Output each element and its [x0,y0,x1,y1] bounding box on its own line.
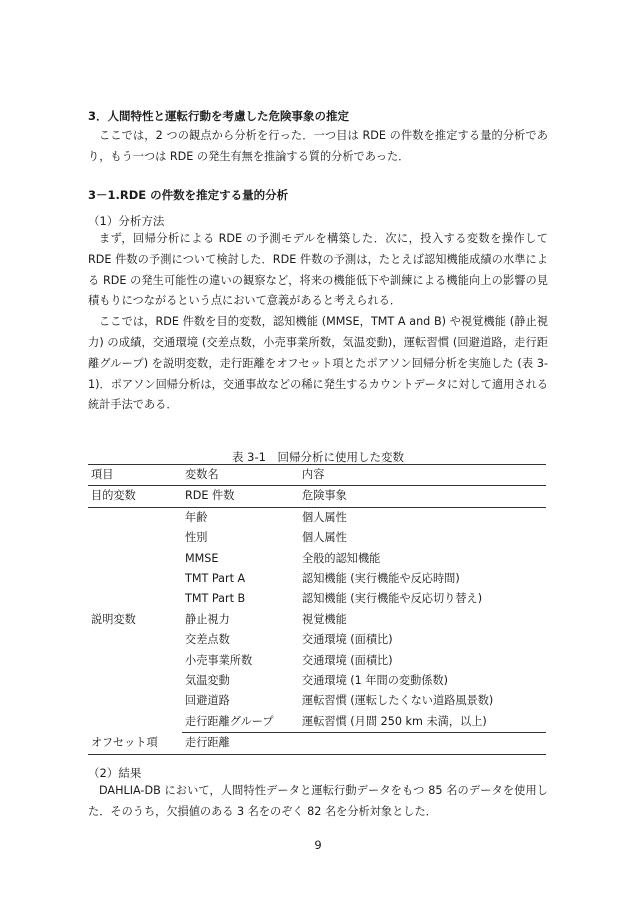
content-cell [299,733,546,754]
intro-paragraph: ここでは，2 つの観点から分析を行った．一つ目は RDE の件数を推定する量的分析であり，もう一つは RDE の発生有無を推論する質的分析であった． [88,129,548,163]
content-cell: 運転習慣 (運転したくない道路風景数) [302,694,494,708]
section-intro [88,126,548,168]
variable-cell: 性別 [185,531,208,545]
table-caption: 表 3-1 回帰分析に使用した変数 [232,450,404,464]
content-cell: 認知機能 (実行機能や反応時間) [302,572,460,586]
content-cell: 交通環境 (1 年間の変動係数) [302,674,449,688]
method-paragraph-2: ここでは，RDE 件数を目的変数，認知機能 (MMSE，TMT A and B) や視覚機能 (静止視力) の成績，交通環境 (交差点数，小売事業所数，気温変動)，運転習慣 (回避道路，走行距離グループ) を説明変数，走行距離をオフセット項とたポアソン回帰分析を実施した (表 3-1)．ポアソン回帰分析は，交通事故などの稀に発生するカウントデータに対して適用される統計手法である． [88,315,548,412]
content-cell: 交通環境 (面積比) [302,653,393,667]
variable-cell: TMT Part A [185,572,246,586]
header-cell: 内容 [299,465,546,486]
page-number: 9 [314,838,322,852]
category-cell: 説明変数 [91,613,136,627]
method-text [88,229,548,416]
content-cell: 運転習慣 (月間 250 km 未満，以上) [299,712,546,733]
table-header-row [88,465,546,486]
results-text [88,781,548,823]
variable-cell: 走行距離グループ [182,712,299,733]
subsection-heading: 3－1.RDE の件数を推定する量的分析 [88,188,289,202]
variable-cell: 回避道路 [185,694,230,708]
content-cell: 個人属性 [302,531,347,545]
table-row [88,507,546,528]
variable-cell: 交差点数 [185,633,230,647]
content-cell: 全般的認知機能 [302,551,381,565]
content-cell: 交通環境 (面積比) [302,633,393,647]
variables-table [88,464,546,755]
category-cell: オフセット項 [88,733,182,754]
table-row [88,486,546,507]
table-row [88,733,546,754]
content-cell: 個人属性 [302,510,347,524]
variable-cell: 静止視力 [185,612,230,626]
variable-cell: 小売事業所数 [185,653,253,667]
header-cell: 変数名 [182,465,299,486]
method-paragraph-1: まず，回帰分析による RDE の予測モデルを構築した．次に，投入する変数を操作して RDE 件数の予測について検討した．RDE 件数の予測は，たとえば認知機能成績の水準による RDE の発生可能性の違いの観察など，将来の機能低下や訓練による機能向上の影響の見積もりにつながるという点において意義があると考えられる． [88,232,548,308]
category-cell: 目的変数 [88,486,182,507]
variable-cell: TMT Part B [185,592,246,606]
variable-cell: RDE 件数 [182,486,299,507]
content-cell: 視覚機能 [302,612,347,626]
variable-cell: 気温変動 [185,674,230,688]
section-heading: 3．人間特性と運転行動を考慮した危険事象の推定 [88,109,349,123]
results-paragraph: DAHLIA-DB において，人間特性データと運転行動データをもつ 85 名のデータを使用した．そのうち，欠損値のある 3 名をのぞく 82 名を分析対象とした． [88,784,548,818]
variable-cell: MMSE [185,551,219,565]
method-heading: （1）分析方法 [88,214,165,228]
header-cell: 項目 [88,465,182,486]
content-cell: 危険事象 [299,486,546,507]
content-cell: 認知機能 (実行機能や反応切り替え) [302,592,483,606]
variable-cell: 年齢 [185,510,208,524]
variable-cell: 走行距離 [182,733,299,754]
results-heading: （2）結果 [88,766,142,780]
